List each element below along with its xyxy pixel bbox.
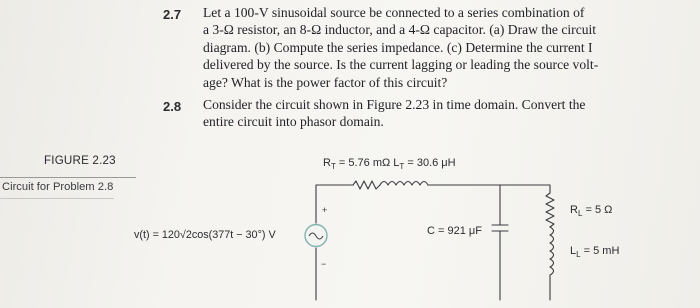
load-resistor-zigzag (546, 193, 554, 227)
line-inductor-coil (380, 182, 428, 186)
problem-2-7-line-5: age? What is the power factor of this circuit? (203, 74, 448, 90)
problem-2-7-line-1: Let a 100-V sinusoidal source be connected to a series combination of (203, 5, 585, 20)
problem-2-7-line-3: diagram. (b) Compute the series impedance. (c) Determine the current I (203, 39, 593, 55)
problem-number-2-7: 2.7 (163, 7, 182, 22)
figure-label: FIGURE 2.23 (44, 154, 116, 167)
problem-2-7-line-2: a 3-Ω resistor, an 8-Ω inductor, and a 4-Ω capacitor. (a) Draw the circuit (203, 22, 597, 38)
source-minus-sign: − (321, 259, 327, 269)
problem-2-8-line-2: entire circuit into phasor domain. (203, 114, 384, 130)
load-inductor-coil (550, 227, 554, 275)
source-plus-sign: + (322, 205, 328, 215)
problem-number-2-8: 2.8 (163, 99, 182, 114)
source-voltage-label: v(t) = 120√2cos(377t − 30°) V (134, 229, 276, 241)
problem-2-8-line-1: Consider the circuit shown in Figure 2.23 in time domain. Convert the (203, 97, 586, 112)
figure-caption: Circuit for Problem 2.8 (2, 181, 114, 193)
problem-2-7-line-4: delivered by the source. Is the current lagging or leading the source volt- (203, 57, 599, 73)
load-resistor-label: $R_L = 5$ Ω (570, 204, 613, 219)
line-impedance-label: $R_T = 5.76$ mΩ $L_T = 30.6$ μH (323, 157, 456, 172)
capacitor-label: C = 921 μF (427, 225, 482, 237)
load-inductor-label: $L_L = 5$ mH (570, 245, 620, 260)
line-resistor-zigzag (353, 181, 380, 189)
